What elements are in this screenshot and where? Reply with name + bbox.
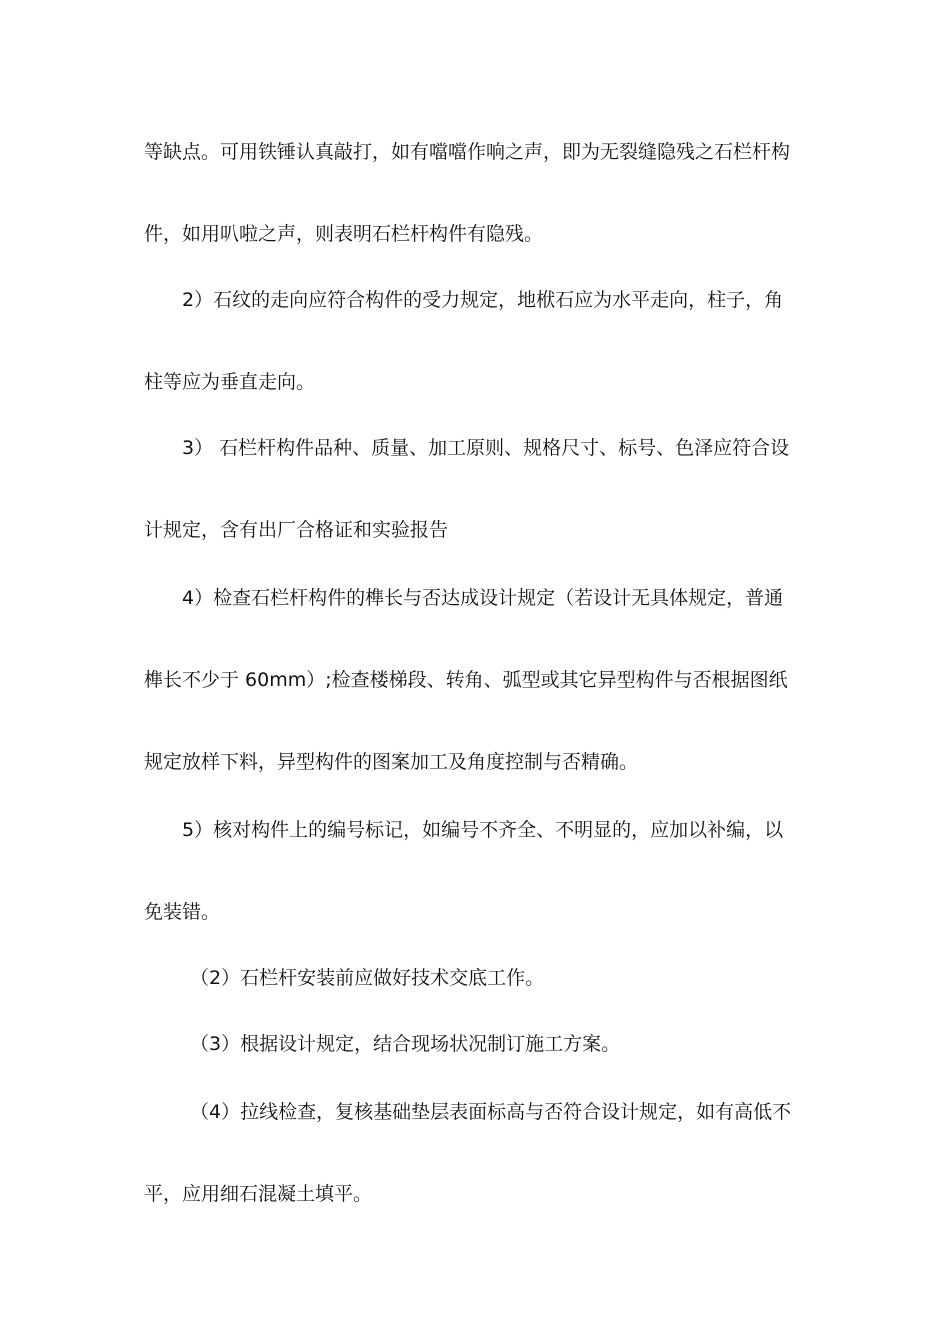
text-line-13: （3）根据设计规定，结合现场状况制订施工方案。 <box>190 1033 621 1055</box>
text-line-14: （4）拉线检查，复核基础垫层表面标高与否符合设计规定，如有高低不 <box>190 1101 792 1123</box>
text-line-10: 5）核对构件上的编号标记，如编号不齐全、不明显的，应加以补编，以 <box>182 819 784 841</box>
text-line-1: 等缺点。可用铁锤认真敲打，如有噹噹作响之声，即为无裂缝隐残之石栏杆构 <box>144 141 791 163</box>
text-line-11: 免装错。 <box>144 901 221 923</box>
text-line-15: 平，应用细石混凝土填平。 <box>144 1183 373 1205</box>
text-line-7: 4）检查石栏杆构件的榫长与否达成设计规定（若设计无具体规定，普通 <box>182 587 784 609</box>
text-line-5: 3） 石栏杆构件品种、质量、加工原则、规格尺寸、标号、色泽应符合设 <box>182 437 790 459</box>
text-line-6: 计规定，含有出厂合格证和实验报告 <box>144 519 449 541</box>
text-line-8: 榫长不少于 60mm）;检查楼梯段、转角、弧型或其它异型构件与否根据图纸 <box>144 669 788 691</box>
text-line-2: 件，如用叭啦之声，则表明石栏杆构件有隐残。 <box>144 223 544 245</box>
text-line-9: 规定放样下料，异型构件的图案加工及角度控制与否精确。 <box>144 751 639 773</box>
text-line-3: 2）石纹的走向应符合构件的受力规定，地栿石应为水平走向，柱子，角 <box>182 289 784 311</box>
text-line-4: 柱等应为垂直走向。 <box>144 371 316 393</box>
text-line-12: （2）石栏杆安装前应做好技术交底工作。 <box>190 967 545 989</box>
